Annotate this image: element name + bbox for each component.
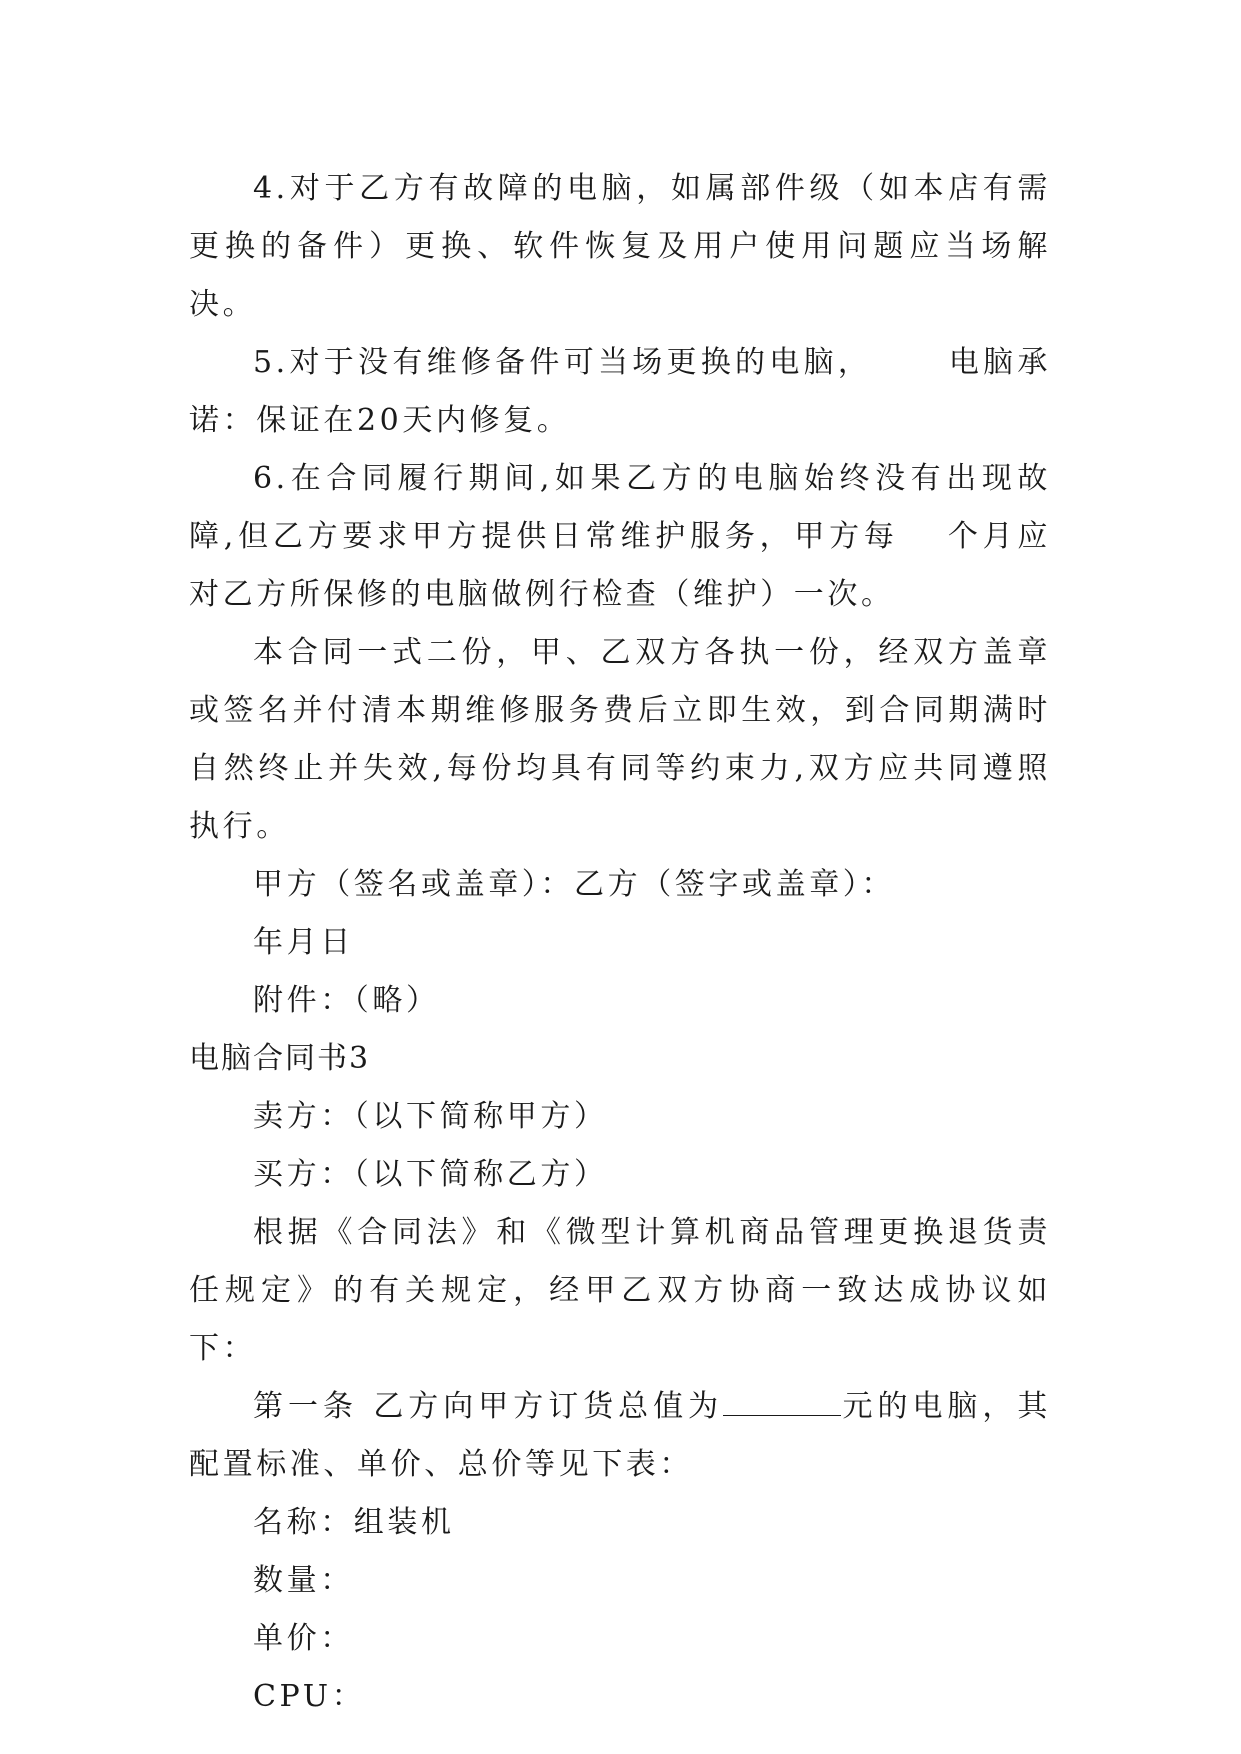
seller-line: 卖方：（以下简称甲方） [253, 1099, 608, 1134]
article-1-text-end: 元的电脑，其配置标准、单价、总价等见下表： [189, 1389, 1051, 1482]
article-1 [189, 1378, 1051, 1494]
signature-line: 甲方（签名或盖章）：乙方（签字或盖章）： [253, 867, 895, 902]
article-1-text-start: 乙方向甲方订货总值为 [371, 1389, 724, 1424]
legal-basis: 根据《合同法》和《微型计算机商品管理更换退货责任规定》的有关规定，经甲乙双方协商一致达成协议如下： [189, 1215, 1051, 1366]
clause-item-5-text-start: 5.对于没有维修备件可当场更换的电脑， [253, 345, 873, 380]
quantity-field: 数量： [253, 1563, 354, 1598]
attachment-line: 附件：（略） [253, 983, 440, 1018]
closing-clause: 本合同一式二份，甲、乙双方各执一份，经双方盖章或签名并付清本期维修服务费后立即生效，到合同期满时自然终止并失效,每份均具有同等约束力,双方应共同遵照执行。 [189, 635, 1051, 844]
document-page [189, 160, 1051, 1726]
clause-item-4 [189, 160, 1051, 334]
clause-item-5-text-end: 电脑承诺：保证在20天内修复。 [189, 345, 1051, 438]
name-field: 名称：组装机 [253, 1505, 455, 1540]
clause-item-6-text-end: 个月应对乙方所保修的电脑做例行检查（维护）一次。 [189, 519, 1051, 612]
cpu-field: CPU： [253, 1679, 366, 1714]
date-line: 年月日 [253, 925, 354, 960]
unit-price-field: 单价： [253, 1621, 354, 1656]
clause-item-6-text-start: 6.在合同履行期间,如果乙方的电脑始终没有出现故障,但乙方要求甲方提供日常维护服务，甲方每 [189, 461, 1051, 554]
article-1-label: 第一条 [253, 1389, 358, 1424]
amount-blank [723, 1393, 841, 1416]
clause-item-4-text: 4.对于乙方有故障的电脑，如属部件级（如本店有需更换的备件）更换、软件恢复及用户使用问题应当场解决。 [189, 171, 1051, 322]
clause-item-6 [189, 450, 1051, 624]
clause-item-5 [189, 334, 1051, 450]
buyer-line: 买方：（以下简称乙方） [253, 1157, 608, 1192]
section-title: 电脑合同书3 [189, 1041, 371, 1076]
